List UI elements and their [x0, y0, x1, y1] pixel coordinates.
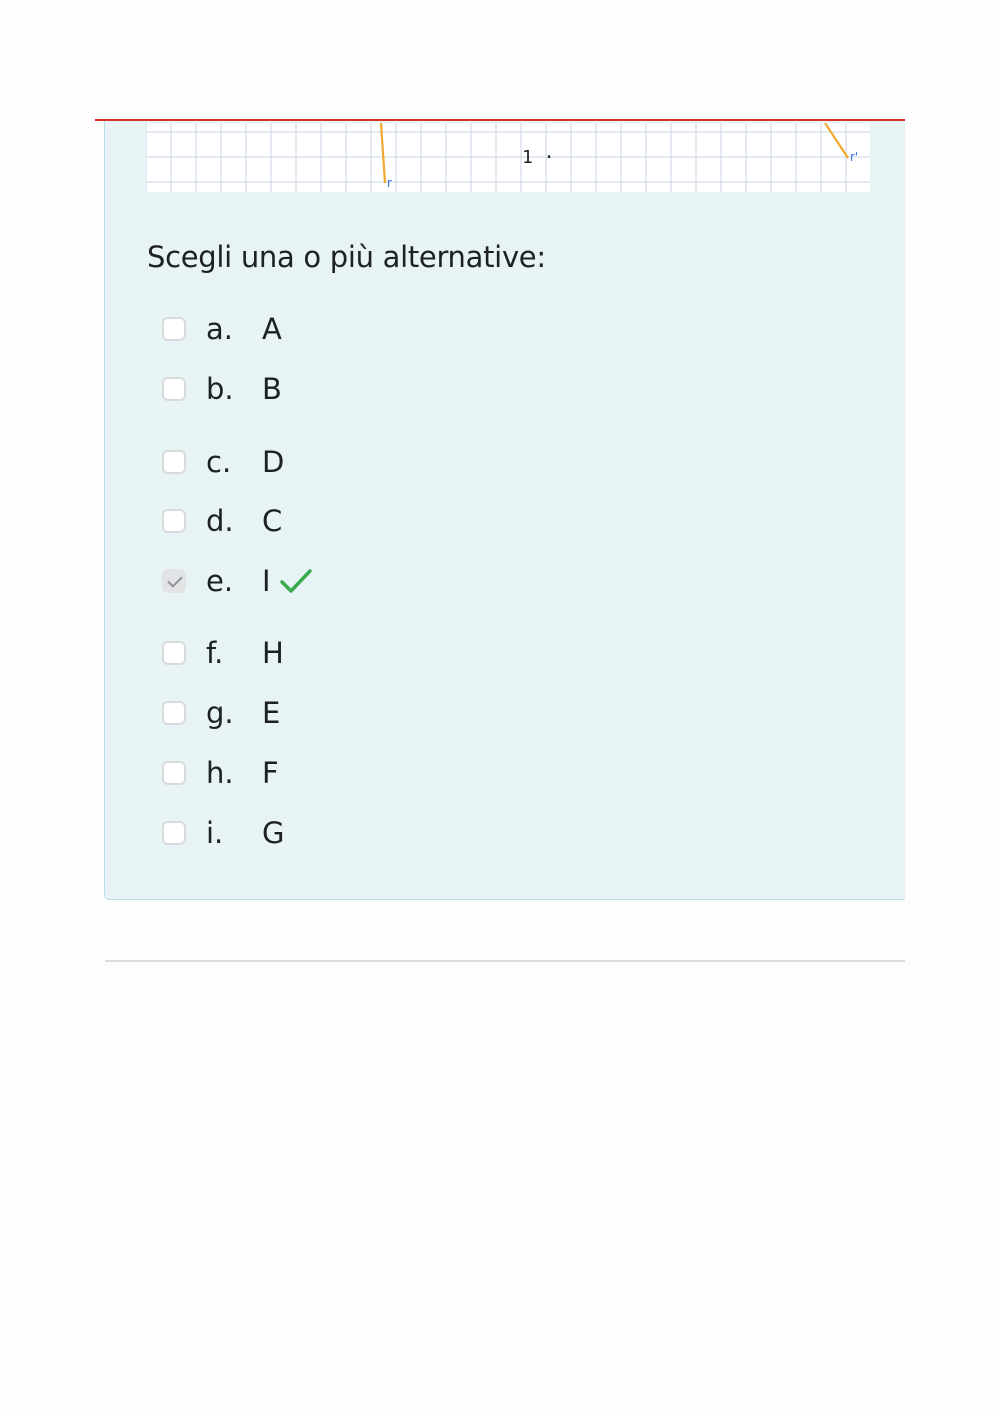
- answer-option[interactable]: [162, 442, 284, 482]
- figure-label-center: 1 ·: [522, 147, 555, 168]
- answer-option[interactable]: [162, 633, 284, 673]
- figure-label-r: r: [387, 176, 392, 190]
- answer-option[interactable]: [162, 369, 282, 409]
- answer-letter: h.: [206, 756, 234, 790]
- answer-letter: e.: [206, 564, 234, 598]
- answer-checkbox[interactable]: [162, 509, 186, 533]
- figure-label-r-prime: r': [850, 150, 859, 164]
- question-prompt: Scegli una o più alternative:: [147, 240, 546, 274]
- question-figure: [146, 123, 870, 192]
- answer-letter: d.: [206, 504, 234, 538]
- answer-letter: b.: [206, 372, 234, 406]
- correct-check-icon: [279, 566, 313, 596]
- answer-letter: a.: [206, 312, 233, 346]
- answer-option[interactable]: [162, 753, 279, 793]
- answer-option[interactable]: [162, 501, 282, 541]
- answer-option[interactable]: [162, 813, 284, 853]
- answer-option[interactable]: [162, 561, 313, 601]
- answer-letter: c.: [206, 445, 232, 479]
- answer-letter: i.: [206, 816, 224, 850]
- answer-text: E: [262, 696, 281, 730]
- answer-checkbox[interactable]: [162, 317, 186, 341]
- answer-text: B: [262, 372, 282, 406]
- answer-checkbox[interactable]: [162, 377, 186, 401]
- answer-checkbox[interactable]: [162, 821, 186, 845]
- answer-checkbox[interactable]: [162, 641, 186, 665]
- answer-option[interactable]: [162, 693, 280, 733]
- answer-checkbox[interactable]: [162, 701, 186, 725]
- bottom-divider: [105, 960, 905, 962]
- answer-text: A: [262, 312, 282, 346]
- answer-text: H: [262, 636, 284, 670]
- answer-checkbox[interactable]: [162, 569, 186, 593]
- answer-text: G: [262, 816, 285, 850]
- answer-checkbox[interactable]: [162, 761, 186, 785]
- answer-letter: f.: [206, 636, 224, 670]
- answer-checkbox[interactable]: [162, 450, 186, 474]
- answer-text: I: [262, 564, 271, 598]
- answer-text: C: [262, 504, 283, 538]
- answer-letter: g.: [206, 696, 234, 730]
- answer-text: F: [262, 756, 279, 790]
- answer-option[interactable]: [162, 309, 282, 349]
- answer-text: D: [262, 445, 285, 479]
